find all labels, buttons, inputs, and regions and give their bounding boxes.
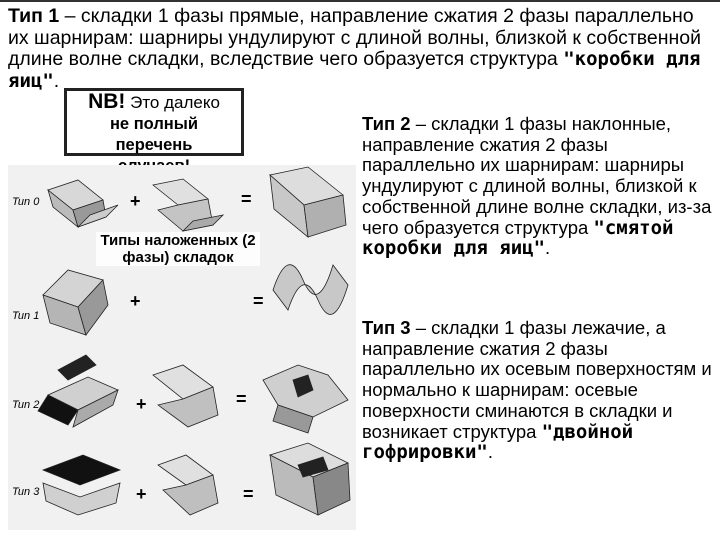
type3-title: Тип 3 [362, 317, 411, 338]
row-label-3: Tun 3 [12, 486, 40, 498]
row1-equals: = [253, 291, 264, 311]
type3-end: . [487, 441, 493, 463]
row-label-1: Tun 1 [12, 310, 40, 322]
row2-fold1-icon [38, 355, 118, 427]
row3-result-icon [270, 443, 350, 515]
row1-result-icon [273, 265, 348, 315]
row0-plus: + [130, 191, 141, 211]
fold-types-figure [8, 165, 356, 530]
row2-result-icon [263, 365, 348, 433]
row1-fold1-icon [43, 270, 108, 335]
type1-structure: "коробки для яиц" [8, 48, 701, 92]
nb-line1 [67, 91, 241, 114]
type2-end: . [545, 237, 551, 259]
row0-fold2-icon [153, 179, 223, 231]
row-label-2: Tun 2 [12, 399, 40, 411]
type3-text: – складки 1 фазы лежачие, а направление сжатия 2 фазы параллельно их осевым поверхностям и нормально к шарнирам: осевые поверхности сминаются в складки и возникает структура [362, 317, 712, 442]
row3-equals: = [243, 484, 254, 504]
type1-title: Тип 1 [8, 5, 60, 27]
type1-end: . [53, 69, 60, 92]
row3-fold2-icon [158, 455, 218, 515]
nb-line2: не полный [109, 115, 199, 133]
row0-equals: = [241, 189, 252, 209]
type1-paragraph [8, 6, 716, 92]
row0-fold1-icon [48, 180, 118, 227]
row2-plus: + [136, 394, 147, 414]
type2-paragraph [362, 114, 716, 259]
nb-note-box [64, 88, 244, 156]
figure-caption: Типы наложенных (2 фазы) складок [96, 232, 260, 266]
type3-paragraph [362, 318, 716, 463]
type1-text: – складки 1 фазы прямые, направление сжатия 2 фазы параллельно их шарнирам: шарниры ундулируют с длиной волны, близкой к собственной длине волне складки, вследствие чего образуется структура [8, 5, 702, 70]
row3-fold1-icon [43, 455, 120, 515]
row2-fold2-icon [153, 365, 218, 427]
row2-equals: = [236, 389, 247, 409]
row0-result-icon [270, 167, 346, 237]
row1-plus: + [130, 291, 141, 311]
type2-structure: "смятой коробки для яиц" [362, 216, 674, 260]
type3-structure: "двойной гофрировки" [362, 420, 634, 464]
nb-far: Это далеко [125, 93, 220, 112]
top-bar [0, 0, 720, 2]
fold-diagram-svg [8, 165, 356, 530]
type2-text: – складки 1 фазы наклонные, направление сжатия 2 фазы параллельно их шарнирам: шарниры ундулируют с длиной волны, близкой к собственной длине волне складки, из-за чего образуется структура [362, 113, 712, 238]
type2-title: Тип 2 [362, 113, 411, 134]
row3-plus: + [136, 484, 147, 504]
row-label-0: Tun 0 [12, 196, 40, 208]
nb-line3: перечень [115, 136, 193, 154]
nb-mark: NB! [88, 90, 126, 113]
